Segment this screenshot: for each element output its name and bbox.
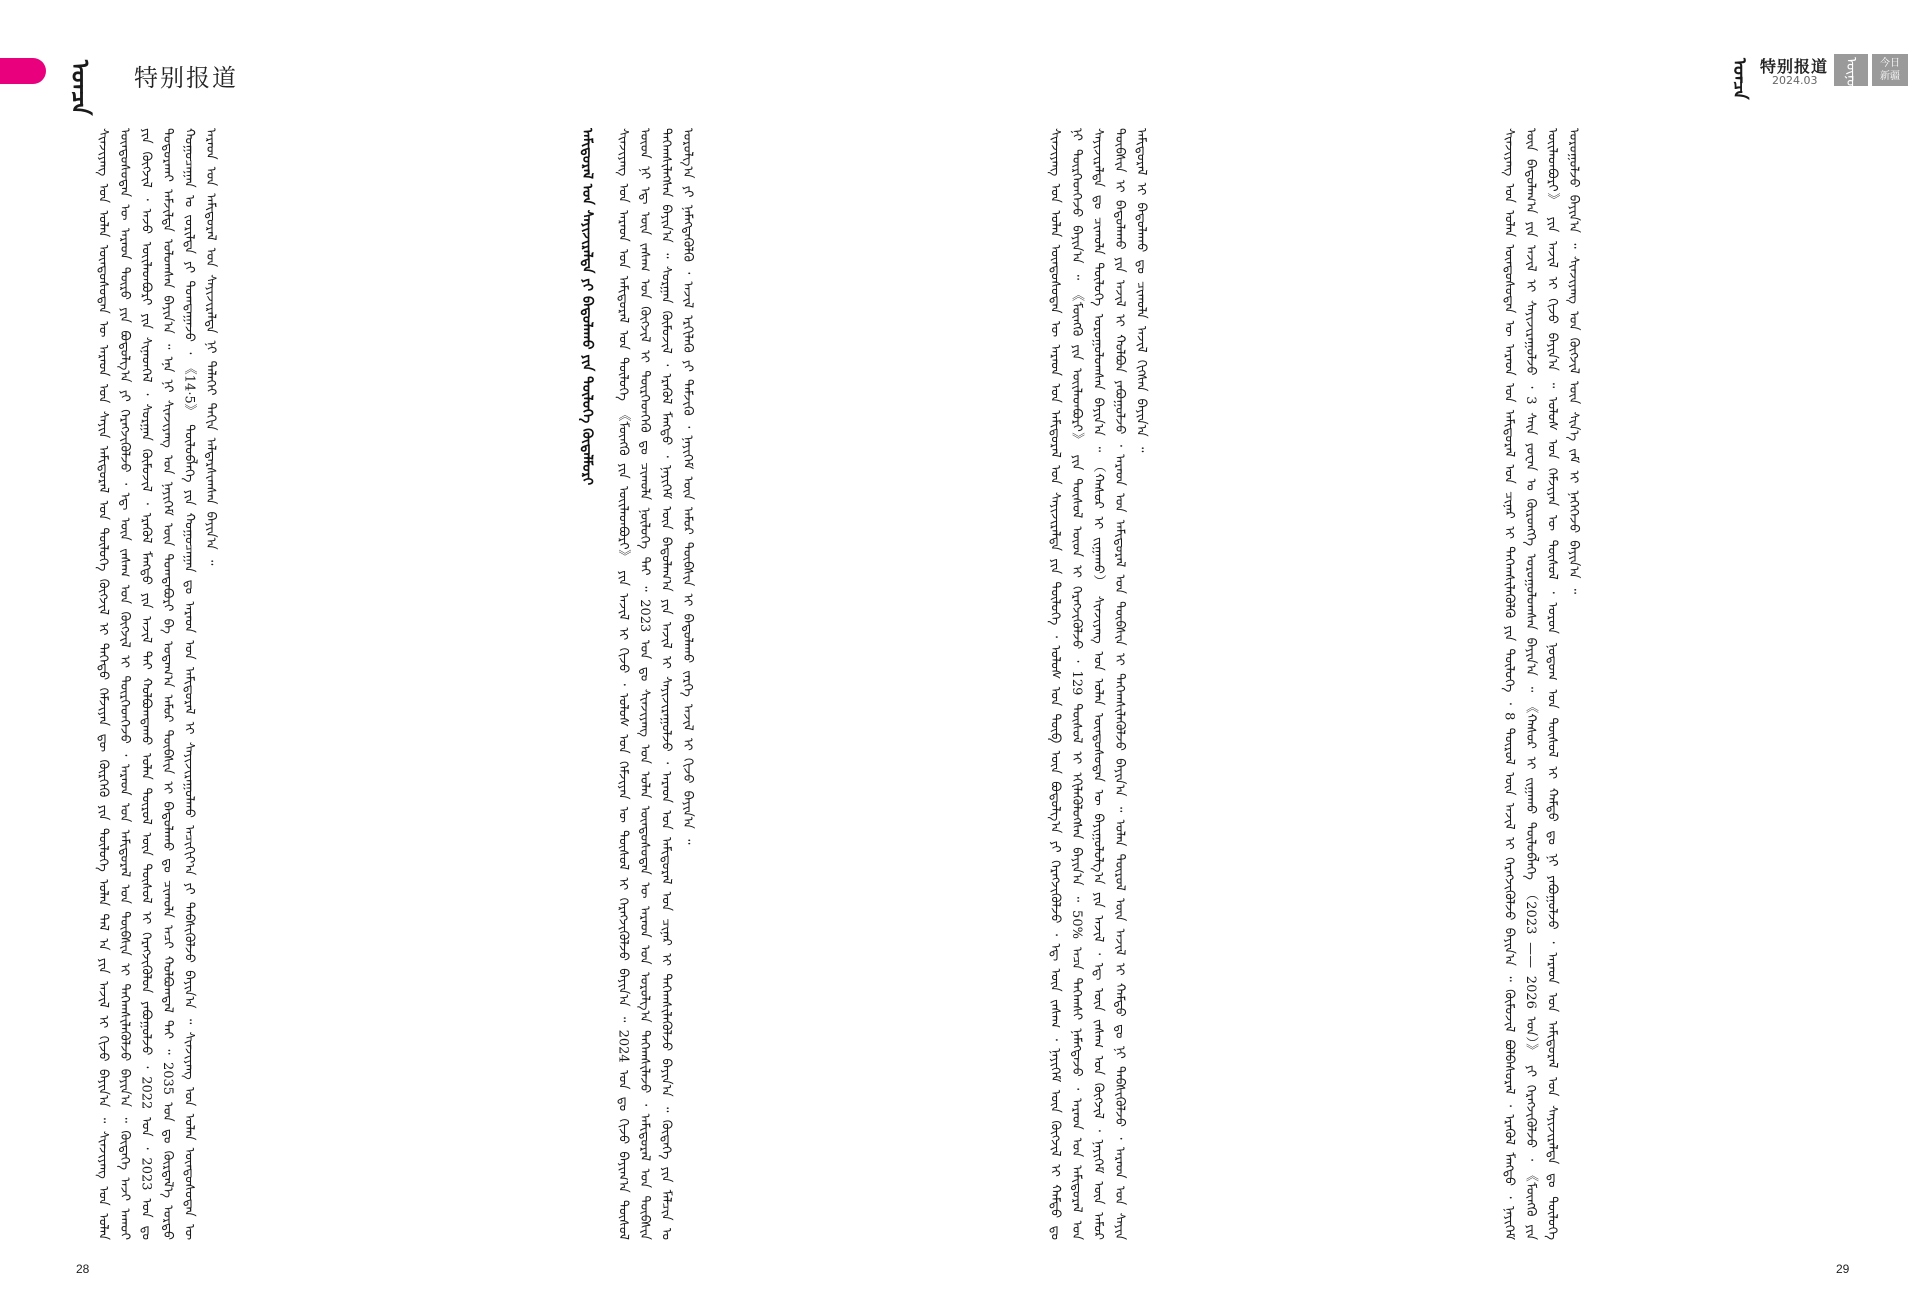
page-number-right: 29: [1836, 1262, 1850, 1276]
header-mongol-mark-right: ᠣᠨᠴᠠ: [1729, 58, 1750, 100]
logo-mongol-text: ᠥᠨᠥᠳᠥᠷ: [1843, 57, 1859, 112]
subheading: ᠠᠮᠢᠳᠤᠷᠠᠯ ᠤᠨ ᠰᠠᠶᠢᠵᠢᠷᠠᠯᠲᠠ ᠶᠢ ᠪᠠᠲᠤᠯᠠᠬᠤ ᠶᠢᠨ ᠲᠥᠯᠥᠭᠡ ᠬᠥᠳᠡᠯᠮᠦᠷᠢ: [579, 128, 595, 486]
page-number-left: 28: [76, 1262, 90, 1276]
issue-date: 2024.03: [1772, 74, 1818, 87]
logo-line-1: 今日: [1880, 58, 1900, 69]
text-column-right-2: ᠰᠢᠨᠵᠢᠶᠠᠩ ᠤᠨ ᠣᠯᠠᠨ ᠦᠨᠳᠦᠰᠦᠲᠡᠨ ᠦ ᠠᠷᠠᠳ ᠤᠨ ᠠᠮᠢᠳᠤᠷᠠᠯ ᠤᠨ ᠴᠢᠨᠠᠷ ᠢ ᠳᠡᠭᠡᠭ᠍ᠰᠢᠯᠡᠭᠦᠯᠬᠦ ᠶᠢᠨ ᠲᠥᠯᠥᠭᠡ ᠂ 8 ᠲᠥᠷᠥᠯ ᠦᠨ ᠠᠵᠢᠯ ᠢ ᠬᠡᠷᠡᠭᠵᠢᠭᠦᠯᠵᠦ ᠪᠠᠶᠢᠨ᠎ᠠ ᠃ ᠬᠦᠮᠦᠵᠢᠯ ᠪᠣᠯᠪᠠᠰᠤᠷᠠᠯ ᠂ ᠡᠷᠡᠭᠦᠯ ᠮᠡᠩᠳᠦ ᠂ ᠨᠡᠶᠢᠭᠡᠮ ᠦᠨ ᠪᠠᠲᠤᠯᠠᠭ᠎ᠠ ᠶᠢᠨ ᠠᠵᠢᠯ ᠢ ᠰᠠᠶᠢᠵᠢᠷᠠᠭᠤᠯᠵᠤ ᠂ 3 ᠰᠠᠶ᠋ᠠ ᠶᠤᠸᠠᠨ ᠤ ᠬᠥᠷᠥᠩᠭᠡ ᠣᠷᠣᠭᠤᠯᠤᠭᠰᠠᠨ ᠪᠠᠶᠢᠨ᠎ᠠ ᠃ 《ᠬᠠᠰᠤᠷ ᠢ ᠵᠢᠭᠠᠬᠤ ᠲᠥᠯᠥᠪᠯᠡᠭᠡ （2023 —— 2026 ᠣᠨ）》 ᠶᠢ ᠬᠡᠷᠡᠭᠵᠢᠭᠦᠯᠵᠦ ᠂ 《ᠮᠥᠩᠭᠦ ᠶᠢᠨ ᠦᠢᠯᠡᠳᠪᠦᠷᠢ》 ᠶᠢᠨ ᠠᠵᠢᠯ ᠢ ᠬᠢᠵᠦ ᠪᠠᠶᠢᠨ᠎ᠠ ᠃ ᠤᠯᠤᠰ ᠤᠨ ᠬᠡᠮᠵᠢᠶᠡᠨ ᠦ ᠲᠥᠰᠥᠯ ᠂ ᠣᠷᠣᠨ ᠨᠤᠲᠤᠭ ᠤᠨ ᠲᠥᠰᠥᠯ ᠢ ᠬᠠᠮᠲᠤ ᠳᠤ ᠨᠢ ᠶᠠᠪᠤᠭᠤᠯᠵᠤ ᠂ ᠠᠷᠠᠳ ᠤᠨ ᠠᠮᠢᠳᠤᠷᠠᠯ ᠤᠨ ᠰᠠᠶᠢᠵᠢᠷᠠᠯᠲᠠ ᠳᠤ ᠲᠥᠯᠥᠭᠡ ᠣᠷᠤᠭᠤᠯᠵᠤ ᠪᠠᠶᠢᠨ᠎ᠠ ᠃ ᠰᠢᠨᠵᠢᠶᠠᠩ ᠤᠨ ᠬᠥᠭᠵᠢᠯ ᠦᠨ ᠰᠢᠨ᠎ᠡ ᠵᠠᠮ ᠢ ᠨᠡᠭᠡᠭᠡᠵᠦ ᠪᠠᠶᠢᠨ᠎ᠠ ᠃: [1501, 128, 1581, 1240]
section-title-right: 特别报道: [1760, 57, 1829, 76]
text-column-right-1: ᠰᠢᠨᠵᠢᠶᠠᠩ ᠤᠨ ᠣᠯᠠᠨ ᠦᠨᠳᠦᠰᠦᠲᠡᠨ ᠦ ᠠᠷᠠᠳ ᠤᠨ ᠠᠮᠢᠳᠤᠷᠠᠯ ᠤᠨ ᠰᠠᠶᠢᠵᠢᠷᠠᠯᠲᠠ ᠶᠢᠨ ᠲᠥᠯᠥᠭᠡ ᠂ ᠤᠯᠤᠰ ᠤᠨ ᠲᠥᠪ ᠦᠨ ᠪᠣᠳᠤᠯᠭ᠎ᠠ ᠶᠢ ᠬᠡᠷᠡᠭᠵᠢᠭᠦᠯᠵᠦ ᠂ ᠡᠳ᠋ ᠦᠨ ᠵᠠᠰᠠᠭ ᠂ ᠨᠡᠶᠢᠭᠡᠮ ᠦᠨ ᠬᠥᠭᠵᠢᠯ ᠢ ᠬᠠᠮᠲᠤ ᠳᠤ ᠨᠢ ᠲᠦᠷᠭᠡᠳᠭᠡᠵᠦ ᠪᠠᠶᠢᠨ᠎ᠠ ᠃ 《ᠮᠥᠩᠭᠦ ᠶᠢᠨ ᠦᠢᠯᠡᠳᠪᠦᠷᠢ》 ᠶᠢᠨ ᠲᠥᠰᠥᠯ ᠦᠳ ᠢ ᠬᠡᠷᠡᠭᠵᠢᠭᠦᠯᠵᠦ ᠂ 129 ᠲᠥᠰᠥᠯ ᠢ ᠡᠬᠢᠯᠡᠭᠦᠯᠦᠭᠰᠡᠨ ᠪᠠᠶᠢᠨ᠎ᠠ ᠃ 50% ᠠᠴᠠ ᠳᠡᠭᠡᠭ᠍ᠰᠢ ᠨᠡᠮᠡᠭᠳᠡᠵᠦ ᠂ ᠠᠷᠠᠳ ᠤᠨ ᠠᠮᠢᠳᠤᠷᠠᠯ ᠤᠨ ᠰᠠᠶᠢᠵᠢᠷᠠᠯᠲᠠ ᠳᠤ ᠴᠢᠬᠤᠯᠠ ᠲᠥᠯᠥᠭᠡ ᠣᠷᠤᠭᠤᠯᠤᠭᠰᠠᠨ ᠪᠠᠶᠢᠨ᠎ᠠ ᠃ （ᠬᠠᠰᠤᠷ ᠢ ᠵᠢᠭᠠᠬᠤ） ᠰᠢᠨᠵᠢᠶᠠᠩ ᠤᠨ ᠣᠯᠠᠨ ᠦᠨᠳᠦᠰᠦᠲᠡᠨ ᠦ ᠪᠠᠶᠢᠭᠤᠯᠤᠯᠭ᠎ᠠ ᠶᠢᠨ ᠠᠵᠢᠯ ᠂ ᠡᠳ᠋ ᠦᠨ ᠵᠠᠰᠠᠭ ᠤᠨ ᠬᠥᠭᠵᠢᠯ ᠂ ᠨᠡᠶᠢᠭᠡᠮ ᠦᠨ ᠠᠮᠤᠷ ᠲᠦᠪᠰᠢᠨ ᠢ ᠪᠠᠲᠤᠯᠠᠬᠤ ᠶᠢᠨ ᠠᠵᠢᠯ ᠢ ᠬᠣᠯᠪᠣᠨ ᠶᠠᠪᠤᠭᠤᠯᠵᠤ ᠂ ᠠᠷᠠᠳ ᠤᠨ ᠠᠮᠢᠳᠤᠷᠠᠯ ᠤᠨ ᠲᠦᠪᠰᠢᠨ ᠢ ᠳᠡᠭᠡᠭ᠍ᠰᠢᠯᠡᠭᠦᠯᠵᠦ ᠪᠠᠶᠢᠨ᠎ᠠ ᠃ ᠣᠯᠠᠨ ᠲᠥᠷᠥᠯ ᠦᠨ ᠠᠵᠢᠯ ᠢ ᠬᠠᠮᠲᠤ ᠳᠤ ᠨᠢ ᠳᠡᠪᠰᠢᠭᠦᠯᠵᠦ ᠂ ᠠᠷᠠᠳ ᠤᠨ ᠰᠠᠶᠢᠨ ᠠᠮᠢᠳᠤᠷᠠᠯ ᠢ ᠪᠠᠲᠤᠯᠠᠬᠤ ᠳᠤ ᠴᠢᠬᠤᠯᠠ ᠠᠵᠢᠯ ᠬᠢᠭᠰᠡᠨ ᠪᠠᠶᠢᠨ᠎ᠠ ᠃: [1047, 128, 1149, 1240]
header-mongol-mark: ᠣᠨᠴᠠ: [66, 60, 95, 116]
section-title: 特别报道: [134, 64, 238, 92]
magazine-logo-chinese: [1872, 54, 1908, 86]
magazine-logo-mongol: [1834, 54, 1868, 112]
text-column-left-1: ᠰᠢᠨᠵᠢᠶᠠᠩ ᠤᠨ ᠣᠯᠠᠨ ᠦᠨᠳᠦᠰᠦᠲᠡᠨ ᠦ ᠠᠷᠠᠳ ᠤᠨ ᠰᠠᠶᠢᠨ ᠠᠮᠢᠳᠤᠷᠠᠯ ᠤᠨ ᠲᠥᠯᠥᠭᠡ ᠬᠥᠭᠵᠢᠯ ᠢ ᠳᠡᠭᠡᠳᠦ ᠬᠡᠮᠵᠢᠶᠡᠨ ᠳᠦ ᠬᠦᠷᠭᠡᠬᠦ ᠶᠢᠨ ᠲᠥᠯᠥᠭᠡ ᠣᠯᠠᠨ ᠲᠠᠯ ᠠ ᠶᠢᠨ ᠠᠵᠢᠯ ᠢ ᠬᠢᠵᠦ ᠪᠠᠶᠢᠨ᠎ᠠ ᠃ ᠰᠢᠨᠵᠢᠶᠠᠩ ᠤᠨ ᠣᠯᠠᠨ ᠦᠨᠳᠦᠰᠦᠲᠡᠨ ᠦ ᠠᠷᠠᠳ ᠲᠥᠷᠥ ᠶᠢᠨ ᠪᠣᠳᠤᠯᠭ᠎ᠠ ᠶᠢ ᠬᠡᠷᠡᠭᠵᠢᠭᠦᠯᠵᠦ ᠂ ᠡᠳ᠋ ᠦᠨ ᠵᠠᠰᠠᠭ ᠤᠨ ᠬᠥᠭᠵᠢᠯ ᠢ ᠲᠦᠷᠭᠡᠳᠭᠡᠵᠦ ᠂ ᠠᠷᠠᠳ ᠤᠨ ᠠᠮᠢᠳᠤᠷᠠᠯ ᠤᠨ ᠲᠦᠪᠰᠢᠨ ᠢ ᠳᠡᠭᠡᠭ᠍ᠰᠢᠯᠡᠭᠦᠯᠵᠦ ᠪᠠᠶᠢᠨ᠎ᠠ ᠃ ᠬᠥᠳᠡᠭᠡ ᠠᠵᠢ ᠠᠬᠤᠢ ᠶᠢᠨ ᠬᠥᠭᠵᠢᠯ ᠂ ᠠᠵᠤ ᠦᠢᠯᠡᠳᠪᠦᠷᠢ ᠶᠢᠨ ᠰᠢᠨᠡᠳᠬᠡᠯ ᠂ ᠰᠤᠷᠭᠠᠨ ᠬᠦᠮᠦᠵᠢᠯ ᠂ ᠡᠷᠡᠭᠦᠯ ᠮᠡᠩᠳᠦ ᠶᠢᠨ ᠠᠵᠢᠯ ᠲᠠᠢ ᠬᠣᠯᠪᠣᠭᠳᠠᠬᠤ ᠣᠯᠠᠨ ᠲᠥᠷᠥᠯ ᠦᠨ ᠲᠥᠰᠥᠯ ᠢ ᠬᠡᠷᠡᠭᠵᠢᠭᠦᠯᠦᠨ ᠶᠠᠪᠤᠭᠤᠯᠵᠤ ᠂ 2022 ᠣᠨ ᠂ 2023 ᠣᠨ ᠳᠤ ᠲᠣᠳᠣᠷᠬᠠᠢ ᠠᠮᠵᠢᠯᠲᠠ ᠣᠯᠤᠭᠰᠠᠨ ᠪᠠᠶᠢᠨ᠎ᠠ ᠃ ᠡᠨᠡ ᠨᠢ ᠰᠢᠨᠵᠢᠶᠠᠩ ᠤᠨ ᠨᠡᠶᠢᠭᠡᠮ ᠦᠨ ᠲᠣᠭᠲᠠᠪᠤᠷᠢ ᠪᠠ ᠤᠳᠠᠭ᠎ᠠ ᠠᠮᠤᠷ ᠲᠦᠪᠰᠢᠨ ᠢ ᠪᠠᠲᠤᠯᠠᠬᠤ ᠳᠤ ᠴᠢᠬᠤᠯᠠ ᠠᠴᠢ ᠬᠣᠯᠪᠣᠭᠳᠠᠯ ᠲᠠᠢ ᠃ 2035 ᠣᠨ ᠳᠤ ᠬᠦᠷᠲᠡᠯ᠎ᠡ ᠤᠷᠲᠤ ᠬᠤᠭᠤᠴᠠᠭᠠᠨ ᠤ ᠵᠣᠷᠢᠯᠲᠠ ᠶᠢ ᠲᠣᠭᠲᠠᠭᠠᠵᠤ ᠂ 《14·5》 ᠲᠥᠯᠥᠪᠯᠡᠭᠡ ᠶᠢᠨ ᠬᠤᠭᠤᠴᠠᠭᠠᠨ ᠳᠤ ᠠᠷᠠᠳ ᠤᠨ ᠠᠮᠢᠳᠤᠷᠠᠯ ᠢ ᠰᠠᠶᠢᠵᠢᠷᠠᠭᠤᠯᠬᠤ ᠠᠴᠢᠬᠢᠶ᠎ᠠ ᠶᠢ ᠳᠡᠪᠰᠢᠭᠦᠯᠵᠦ ᠪᠠᠶᠢᠨ᠎ᠠ ᠃ ᠰᠢᠨᠵᠢᠶᠠᠩ ᠤᠨ ᠣᠯᠠᠨ ᠦᠨᠳᠦᠰᠦᠲᠡᠨ ᠦ ᠠᠷᠠᠳ ᠤᠨ ᠠᠮᠢᠳᠤᠷᠠᠯ ᠤᠨ ᠰᠠᠶᠢᠵᠢᠷᠠᠯᠲᠠ ᠨᠢ ᠳᠡᠯᠡᠬᠡᠢ ᠳᠠᠬᠢᠨ ᠠᠯᠳᠠᠷᠰᠢᠭᠰᠠᠨ ᠪᠠᠶᠢᠨ᠎ᠠ ᠃: [95, 128, 218, 1240]
text-column-left-2: ᠰᠢᠨᠵᠢᠶᠠᠩ ᠤᠨ ᠠᠷᠠᠳ ᠤᠨ ᠠᠮᠢᠳᠤᠷᠠᠯ ᠤᠨ ᠲᠥᠯᠥᠭᠡ 《ᠮᠥᠩᠭᠦ ᠶᠢᠨ ᠦᠢᠯᠡᠳᠪᠦᠷᠢ》 ᠶᠢᠨ ᠠᠵᠢᠯ ᠢ ᠬᠢᠵᠦ ᠂ ᠤᠯᠤᠰ ᠤᠨ ᠬᠡᠮᠵᠢᠶᠡᠨ ᠦ ᠲᠥᠰᠥᠯ ᠢ ᠬᠡᠷᠡᠭᠵᠢᠭᠦᠯᠵᠦ ᠪᠠᠶᠢᠨ᠎ᠠ ᠃ 2024 ᠣᠨ ᠳᠤ ᠬᠢᠵᠦ ᠪᠠᠶᠢᠭ᠎ᠠ ᠲᠥᠰᠥᠯ ᠦᠳ ᠨᠢ ᠡᠳ᠋ ᠦᠨ ᠵᠠᠰᠠᠭ ᠤᠨ ᠬᠥᠭᠵᠢᠯ ᠢ ᠲᠦᠷᠭᠡᠳᠭᠡᠬᠦ ᠳᠤ ᠴᠢᠬᠤᠯᠠ ᠨᠥᠯᠥᠭᠡ ᠲᠠᠢ ᠃ 2023 ᠣᠨ ᠳᠤ ᠰᠢᠨᠵᠢᠶᠠᠩ ᠤᠨ ᠣᠯᠠᠨ ᠦᠨᠳᠦᠰᠦᠲᠡᠨ ᠦ ᠠᠷᠠᠳ ᠤᠨ ᠣᠷᠣᠯᠭ᠎ᠠ ᠳᠡᠭᠡᠭ᠍ᠰᠢᠯᠡᠵᠦ ᠂ ᠠᠮᠢᠳᠤᠷᠠᠯ ᠤᠨ ᠲᠦᠪᠰᠢᠨ ᠳᠡᠭᠡᠭ᠍ᠰᠢᠯᠡᠭᠰᠡᠨ ᠪᠠᠶᠢᠨ᠎ᠠ ᠃ ᠰᠤᠷᠭᠠᠨ ᠬᠦᠮᠦᠵᠢᠯ ᠂ ᠡᠷᠡᠭᠦᠯ ᠮᠡᠩᠳᠦ ᠂ ᠨᠡᠶᠢᠭᠡᠮ ᠦᠨ ᠪᠠᠲᠤᠯᠠᠭ᠎ᠠ ᠶᠢᠨ ᠠᠵᠢᠯ ᠢ ᠰᠠᠶᠢᠵᠢᠷᠠᠭᠤᠯᠵᠤ ᠂ ᠠᠷᠠᠳ ᠤᠨ ᠠᠮᠢᠳᠤᠷᠠᠯ ᠤᠨ ᠴᠢᠨᠠᠷ ᠢ ᠳᠡᠭᠡᠭ᠍ᠰᠢᠯᠡᠭᠦᠯᠵᠦ ᠪᠠᠶᠢᠨ᠎ᠠ ᠃ ᠬᠥᠳᠡᠭᠡ ᠶᠢᠨ ᠮᠠᠯᠴᠢᠨ ᠤ ᠣᠷᠣᠯᠭ᠎ᠠ ᠶᠢ ᠨᠡᠮᠡᠭᠳᠡᠭᠦᠯᠬᠦ ᠂ ᠠᠵᠢᠯ ᠡᠷᠬᠢᠯᠡᠬᠦ ᠶᠢ ᠳᠡᠮᠵᠢᠬᠦ ᠂ ᠨᠡᠶᠢᠭᠡᠮ ᠦᠨ ᠠᠮᠤᠷ ᠲᠦᠪᠰᠢᠨ ᠢ ᠪᠠᠲᠤᠯᠠᠬᠤ ᠵᠡᠷᠭᠡ ᠠᠵᠢᠯ ᠢ ᠬᠢᠵᠦ ᠪᠠᠶᠢᠨ᠎ᠠ ᠃: [615, 128, 695, 1240]
section-accent-tab: [0, 58, 46, 84]
logo-line-2: 新疆: [1880, 71, 1900, 82]
